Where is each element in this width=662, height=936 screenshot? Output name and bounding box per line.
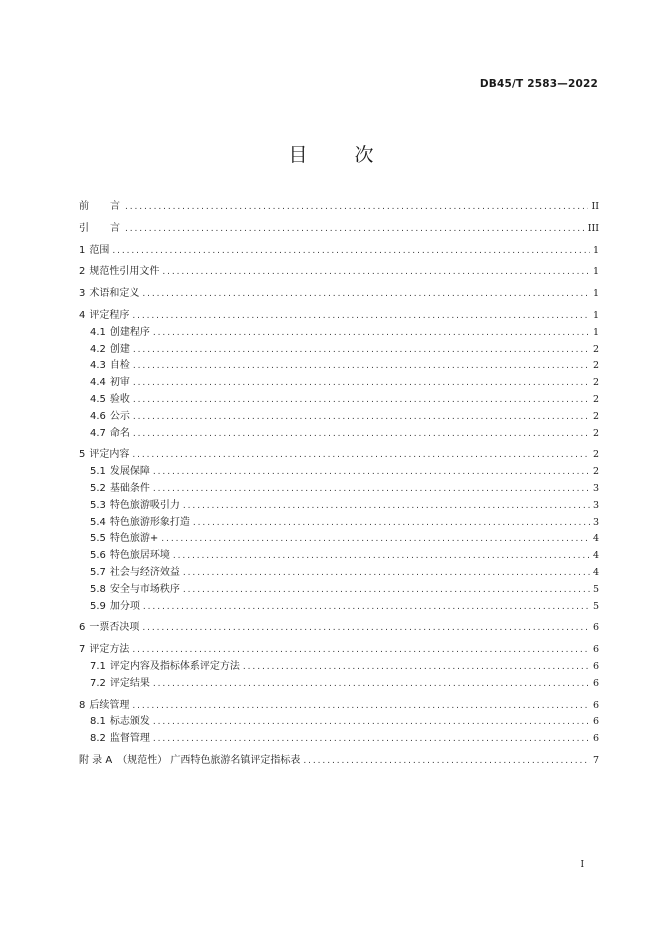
- toc-entry-page: 6: [592, 699, 599, 711]
- toc-leader-dots: [142, 620, 590, 637]
- toc-entry-label: 后续管理: [89, 699, 130, 711]
- toc-entry-label: 一票否决项: [89, 622, 140, 634]
- toc-entry[interactable]: [79, 308, 599, 325]
- toc-entry[interactable]: [79, 375, 599, 392]
- toc-entry-page: 6: [592, 677, 599, 689]
- toc-entry-label: 创建: [109, 343, 130, 355]
- toc-entry-page: III: [587, 222, 599, 234]
- toc-entry-page: 4: [592, 550, 599, 562]
- toc-entry-label: 命名: [109, 427, 130, 439]
- toc-entry[interactable]: [79, 426, 599, 443]
- toc-entry-label: 前言: [79, 201, 141, 212]
- toc-leader-dots: [193, 515, 590, 532]
- toc-leader-dots: [183, 582, 590, 599]
- toc-entry[interactable]: [79, 698, 599, 715]
- toc-entry[interactable]: [79, 753, 599, 770]
- toc-entry[interactable]: [79, 221, 599, 238]
- toc-entry-page: 1: [592, 326, 599, 338]
- toc-entry-label: 特色旅游+: [109, 533, 159, 545]
- toc-entry-label: 监督管理: [109, 733, 150, 745]
- toc-leader-dots: [153, 676, 590, 693]
- toc-entry-label: 术语和定义: [89, 288, 140, 300]
- toc-entry[interactable]: [79, 659, 599, 676]
- toc-entry[interactable]: [79, 409, 599, 426]
- toc-entry[interactable]: [79, 286, 599, 303]
- toc-entry-number: 5.7: [90, 566, 106, 578]
- toc-leader-dots: [133, 358, 590, 375]
- toc-leader-dots: [153, 481, 590, 498]
- toc-leader-dots: [162, 264, 590, 281]
- toc-entry-page: 3: [592, 499, 599, 511]
- toc-entry-label: 创建程序: [109, 326, 150, 338]
- toc-entry-page: 3: [592, 482, 599, 494]
- toc-entry-number: 6: [79, 622, 86, 634]
- toc-entry-number: 5.1: [90, 466, 106, 478]
- toc-entry-number: 4.7: [90, 427, 106, 439]
- toc-leader-dots: [125, 221, 585, 238]
- toc-entry-number: 8.1: [90, 716, 106, 728]
- toc-leader-dots: [133, 375, 590, 392]
- toc-entry-page: 1: [592, 244, 599, 256]
- toc-entry-label: 特色旅游吸引力: [109, 499, 180, 511]
- header-code: DB45/T 2583—2022: [479, 78, 598, 90]
- toc-entry-label: 公示: [109, 410, 130, 422]
- toc-entry-number: 5.5: [90, 533, 106, 545]
- toc-entry-number: 5.4: [90, 516, 106, 528]
- toc-entry-label: 评定程序: [89, 309, 130, 321]
- toc-entry[interactable]: [79, 481, 599, 498]
- toc-entry-label: 引言: [79, 222, 141, 234]
- page-title: 目 次: [288, 144, 388, 166]
- toc-leader-dots: [132, 308, 590, 325]
- toc-entry-label: 安全与市场秩序: [109, 583, 180, 595]
- toc-entry-page: 6: [592, 733, 599, 745]
- toc-entry-number: 4.5: [90, 393, 106, 405]
- toc-entry-page: 1: [592, 309, 599, 321]
- toc-entry-label: 规范性引用文件: [89, 266, 160, 278]
- toc-entry[interactable]: [79, 676, 599, 693]
- toc-entry-label: 加分项: [109, 600, 140, 612]
- toc-entry-page: 1: [592, 266, 599, 278]
- toc-entry-label: 附 录 A （规范性） 广西特色旅游名镇评定指标表: [79, 754, 301, 766]
- toc-entry[interactable]: [79, 464, 599, 481]
- toc-leader-dots: [243, 659, 590, 676]
- toc-entry-label: 验收: [109, 393, 130, 405]
- toc-entry-page: 1: [592, 288, 599, 300]
- toc-leader-dots: [112, 243, 590, 260]
- toc-entry-label: 特色旅游形象打造: [109, 516, 190, 528]
- toc-entry-label: 基础条件: [109, 482, 150, 494]
- toc-entry[interactable]: [79, 599, 599, 616]
- toc-entry-number: 7: [79, 644, 86, 656]
- toc-leader-dots: [161, 531, 590, 548]
- toc-entry-page: 7: [592, 754, 599, 766]
- toc-entry-page: 2: [592, 377, 599, 389]
- toc-entry[interactable]: [79, 264, 599, 281]
- toc-entry-number: 1: [79, 244, 86, 256]
- toc-entry-page: 4: [592, 533, 599, 545]
- toc-leader-dots: [183, 565, 590, 582]
- toc-entry[interactable]: [79, 358, 599, 375]
- toc-leader-dots: [142, 286, 590, 303]
- toc-entry-page: 5: [592, 583, 599, 595]
- toc-entry[interactable]: [79, 325, 599, 342]
- toc-entry-page: 6: [592, 660, 599, 672]
- toc-entry-number: 5.2: [90, 482, 106, 494]
- toc-leader-dots: [153, 731, 590, 748]
- toc-entry-page: 2: [592, 427, 599, 439]
- toc-entry-page: 2: [592, 466, 599, 478]
- toc-entry-label: 标志颁发: [109, 716, 150, 728]
- toc-entry[interactable]: [79, 531, 599, 548]
- page-number-footer: I: [580, 860, 584, 870]
- toc-entry[interactable]: [79, 582, 599, 599]
- toc-leader-dots: [133, 426, 590, 443]
- toc-leader-dots: [153, 325, 590, 342]
- toc-entry-number: 4.1: [90, 326, 106, 338]
- toc-leader-dots: [143, 599, 590, 616]
- toc-entry-number: 4.4: [90, 377, 106, 389]
- toc-entry-number: 3: [79, 288, 86, 300]
- toc-entry-number: 2: [79, 266, 86, 278]
- toc-entry-number: 5.3: [90, 499, 106, 511]
- toc-entry-number: 5.6: [90, 550, 106, 562]
- toc-entry[interactable]: [79, 447, 599, 464]
- toc-entry-label: 发展保障: [109, 466, 150, 478]
- toc-entry-page: 2: [592, 410, 599, 422]
- toc-entry-label: 评定内容及指标体系评定方法: [109, 660, 240, 672]
- toc-entry-number: 4: [79, 309, 86, 321]
- toc-entry[interactable]: [79, 548, 599, 565]
- toc-entry[interactable]: [79, 565, 599, 582]
- toc-entry-page: 5: [592, 600, 599, 612]
- toc-leader-dots: [183, 498, 590, 515]
- toc-entry[interactable]: [79, 342, 599, 359]
- toc-entry-label: 评定结果: [109, 677, 150, 689]
- toc-entry-label: 自检: [109, 360, 130, 372]
- toc-entry-label: 评定内容: [89, 449, 130, 461]
- toc-leader-dots: [125, 199, 588, 216]
- toc-entry-page: II: [591, 201, 599, 212]
- toc-entry[interactable]: [79, 199, 599, 216]
- toc-entry-number: 5: [79, 449, 86, 461]
- toc-entry-page: 6: [592, 716, 599, 728]
- toc-entry[interactable]: [79, 620, 599, 637]
- toc-leader-dots: [132, 447, 590, 464]
- toc-leader-dots: [153, 464, 590, 481]
- toc-leader-dots: [133, 392, 590, 409]
- toc-entry-number: 7.1: [90, 660, 106, 672]
- toc-entry-page: 4: [592, 566, 599, 578]
- toc-entry-page: 6: [592, 644, 599, 656]
- toc-entry-page: 2: [592, 393, 599, 405]
- toc-entry-page: 2: [592, 449, 599, 461]
- toc-entry-number: 5.8: [90, 583, 106, 595]
- toc-entry[interactable]: [79, 498, 599, 515]
- toc-entry-number: 7.2: [90, 677, 106, 689]
- toc-entry-page: 6: [592, 622, 599, 634]
- toc-entry-page: 2: [592, 343, 599, 355]
- toc-leader-dots: [132, 642, 590, 659]
- toc-entry-label: 范围: [89, 244, 110, 256]
- toc-leader-dots: [133, 342, 590, 359]
- toc-entry-label: 特色旅居环境: [109, 550, 170, 562]
- toc-entry[interactable]: [79, 714, 599, 731]
- toc-leader-dots: [133, 409, 590, 426]
- toc-entry-number: 8: [79, 699, 86, 711]
- toc-entry-number: 4.3: [90, 360, 106, 372]
- toc-entry-number: 4.6: [90, 410, 106, 422]
- toc-entry-label: 初审: [109, 377, 130, 389]
- toc-leader-dots: [153, 714, 590, 731]
- toc-entry[interactable]: [79, 642, 599, 659]
- toc-leader-dots: [173, 548, 590, 565]
- toc-entry-number: 5.9: [90, 600, 106, 612]
- toc-entry[interactable]: [79, 731, 599, 748]
- toc-leader-dots: [303, 753, 590, 770]
- toc-entry-label: 评定方法: [89, 644, 130, 656]
- toc-entry-number: 8.2: [90, 733, 106, 745]
- toc-entry[interactable]: [79, 243, 599, 260]
- toc-entry-page: 3: [592, 516, 599, 528]
- toc-entry-label: 社会与经济效益: [109, 566, 180, 578]
- toc-entry-page: 2: [592, 360, 599, 372]
- toc-entry[interactable]: [79, 515, 599, 532]
- toc-leader-dots: [132, 698, 590, 715]
- table-of-contents: [79, 199, 599, 770]
- toc-entry[interactable]: [79, 392, 599, 409]
- toc-entry-number: 4.2: [90, 343, 106, 355]
